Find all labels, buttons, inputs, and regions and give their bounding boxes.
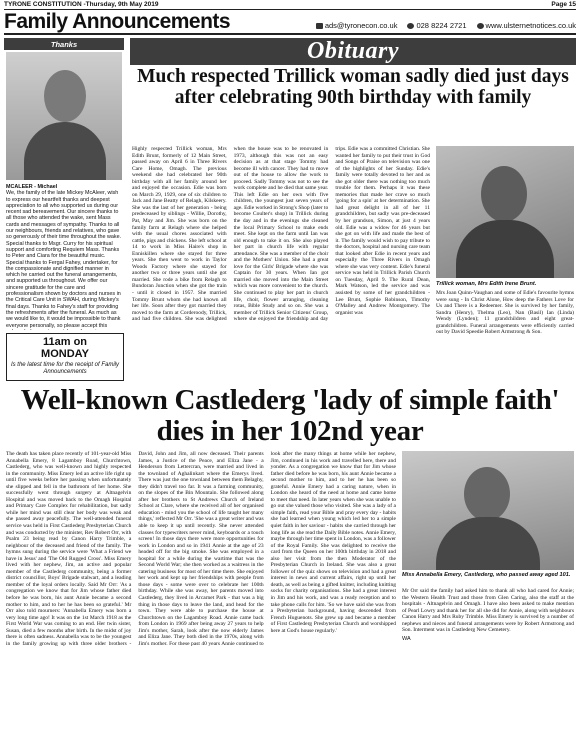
deadline-note: Is the latest time for the receipt of Family Announcements [10,362,120,375]
obituary2-body: The death has taken place recently of 101-year-old Miss Annabella Emery, 8 Lagamboy Road, Churchtown, Castlederg, who was well-known and highly respected in the community. Miss Emery led an active life right up until five weeks before her passing when unfortunately she slipped and fell in the bathroom of her home. She successfully went through surgery at Altnagelvin Hospital and was moved back to the Omagh Hospital and Primary Care Complex for rehabilitation, but sadly while her mind was still clear her body was weak and she passed away peacefully. The well-attended funeral service was held in First Castlederg Presbyterian Church and was conducted by the minister, Rev Robert Orr, with Psalm 23 being read by Canon Harry Trimble, a neighbour of the deceased and friend of the family. The hymns sung during the service were 'What a Friend we have in Jesus' and 'The Old Rugged Cross'. Miss Emery lived with her nephew, Jim, an active and popular member of the Castlederg community, being a former district councillor, Boys' Brigade stalwart, and a leading member of the loyal orders locally. Said Mr Orr: 'As a congregation we know that for Jim whose father died before he was born, his aunt Annie became a second mother to him, and to her he has been so grateful.' Mr Orr also told mourners: 'Annabella Emery was born a very long time ago! It was on the 1st March 1918 as the First World War was coming to an end. Her twin sister, Susan, died a few months after birth. In the midst of joy there is often sadness. Annabella was to be the youngest in the family growing up with three older brothers - David, John and Jim, all now deceased. Their parents James, a Justice of the Peace, and Eliza Jane - a Henderson from Lettercran, were married and lived in the townland of Aghalinkart where the Emerys lived. There was just the one townland between them Belaghy, they didn't travel too far. It was a farming community, on the slopes of the Bin Mountain. She followed along after her brothers to St Andrews Church of Ireland School at Clare, where she received all of her organised education - mind you the school of life taught her many things,' reflected Mr Orr. 'She was a great writer and was able to keep it up until recently. She never attended classes for typewriters never mind, keyboards or a touch screen! In those days there were more opportunities for work in London and so in 1941 Annie at the age of 23 headed off for the big smoke. She was employed in a hospital for a while during the wartime that was the Second World War; she then worked as a waitress in the catering business for most of her time there. She enjoyed her work and kept up her friendships with people from those days - some were over to celebrate her 100th birthday. While she was away, her parents moved into Castlederg, they lived in Arcarnet Park - that was a big thing in those days to leave the land, and head for the town. They were able to purchase the house at Churchtown on the Lagamboy Road. Annie came back from London in 1969 after being away 27 years to help Jim's mother, Sarah, look after the now elderly James and Eliza Jane. They both died in the 1970s, along with Jim's mother. For these past 40 years Annie continued to look after the many things at home while her nephew, Jim, continued in his work and travelled here, there and yonder. As a congregation we know that for Jim whose father died before he was born, his aunt Annie became a second mother to him, and to her he has been so grateful. Annie Emery had a caring nature, when in London she heard of the need at home and came home to meet that need. In later years when she was unable to go out she valued those who visited. She was a lady of a simple faith, read your Bible and pray every day - habits she had learned when young which led her to a simple quiet faith in her saviour - habits she carried through her long life as she read the Daily Bible notes. Annie Emery, maybe through her time spent in London, was a follower of the Royal Family. She was delighted to receive the card from the Queen on her 100th birthday in 2018 and also her visit from the then Moderator of the Presbyterian Church in Ireland. She was also a great follower of the quiz shows on television and had a great interest in news and current affairs, right up until her death, as well as being a gifted knitter, including knitting socks for charity organisations. She had a great interest in Jim and his work, and was a ready reception and to take phone calls for him. 'So we have said she was from a Presbyterian background, having descended from French Huguenots. She grew up and became a member of First Castlederg Presbyterian Church and worshipped here at God's house regularly.' [6,451,396,647]
obituary1-tail: Mrs Joan Quinn-Vaughan and some of Edie's favourite hymns were sung - In Christ Alone, How deep the Fathers Love for Us and There is a Redeemer. She is survived by her family, Sandra (Henry), Thelma (Leo), Nan (Basil) Ian (Linda) Wendy (Lynden); 11 grandchildren and eight great-grandchildren. Funeral arrangements were efficiently carried out by David Speedie Robert Armstrong & Son. [436,290,574,336]
phone-text: 028 8224 2721 [416,21,467,30]
obituary2-tail-text: Mr Orr said the family had asked him to thank all who had cared for Annie; the Western Health Trust and those from Glen Caring, also the staff at the hospitals - Altnagelvin and Omagh. I have also been asked to make mention of Pearl Lowry and thank her for all she did for Annie, along with neighbours Canon Harry and Mrs Ruby Trimble. Miss Emery is survived by a number of nephews and nieces and funeral arrangements were by Robert Armstrong and Son. Interment was in Castlederg New Cemetery. [402,588,574,634]
deadline-time: 11am on [42,336,88,348]
thanks-section-bar: Thanks [4,38,124,50]
obituary1-headline: Much respected Trillick woman sadly died just days after celebrating 90th birthday with family [137,66,569,108]
email-icon [316,23,323,29]
edith-brunt-photo [436,146,574,278]
phone-contact[interactable] [407,21,466,30]
website-contact[interactable] [477,21,576,30]
obituary2-tail [402,588,574,733]
deadline-day: MONDAY [41,348,89,360]
obituary1-body: Highly respected Trillick woman, Mrs Edith Brunt, formerly of 12 Main Street, passed away on April 6 in Three Rivers Care Home, Omagh. The previous weekend she had celebrated her 90th birthday with all her family around her and enjoyed the occasion. Edie was born on March 29, 1929, one of six children to Jack and Jane Beatty of Relagh, Kilskeery. She was the last of her generation - being predeceased by siblings - Willie, Dorothy, Pat, May and Jim. She was born on the family farm at Relagh where she helped with the usual chores associated with cattle, pigs and chickens. She left school at 14 to work in Miss Haire's shop in Enniskillen where she stayed for three years. She then went to work in Taylor Woods Factory where she stayed for another two or three years until she got married. She rode a bike from Relagh to Bundoran Junction when she got the train - until it closed in 1957. She married Tommy Brunt whom she had known all her life. Soon after they got married they moved to the farm at Corderoody, Trillick, and had five children. She was delighted when the house was to be renovated in 1973, although this was not an easy decision as at that stage Tommy had become ill with cancer. They had to move out of the house to allow the work to proceed. Sadly Tommy was not to see the work complete and he died that same year. This left Edie on her own with five children, the youngest just seven years of age. Edie worked in Strong's Shop (later to become Coulter's shop) in Trillick during the day and in the evenings she cleaned the local Primary School to make ends meet. She kept on the farm until Ian was old enough to take it on. She also played her part in church life with regular attendance. She was a member of the choir and the Mothers' Union. She had a great love for the Girls' Brigade where she was Captain for 30 years. When Ian got married she moved into the Main Street which was more convenient to the church. She continued to play her part in church life, choir, flower arranging, cleaning rotas, Bible Study and so on. She was a member of Trillick Senior Citizens' Group, where she enjoyed the friendship and day trips. Edie was a committed Christian. She wanted her family to put their trust in God and Songs of Praise on television was one of the highlights of her Sunday. Edie's family were totally devoted to her and as she got older there was nothing too much trouble for them. Perhaps it was these memories that made her crave so much 'going for a spin' at her determination. She had great delight in all of her 11 grandchildren, but sadly was pre-deceased by her grandson, Simon, at just 4 years old. Edie was a widow for 46 years but she got on with life and made the best of it. The family would wish to pay tribute to the doctors, hospital and nursing care team that looked after Edie in recent years and especially the Three Rivers in Omagh where she was very content. Edie's funeral service was held in Trillick Parish Church on Tuesday, April 9. The Rural Dean, Mark Watson, led the service and was assisted by some of her grandchildren - Lee Brunt, Sophie Robinson, Timothy O'Malley and Andrew Montgomery. The organist was [132,146,430,323]
thanks-notice-body: We, the family of the late Mickey McAleer, wish to express our heartfelt thanks and deepest appreciation to all who supported us during our recent sad bereavement. Our sincere thanks to all those who attended the wake, sent Mass cards and messages of sympathy. Thanks to all our neighbours, friends and relatives, who gave so generously of their time throughout the wake. Special thanks to Msgr. Curry for his spiritual support and comforting Requiem Mass. Thanks to Peter and Ciara for the beautiful music. Special thanks to Fergal Fahey, undertaker, for the compassionate and dignified manner in which he carried out the funeral arrangements, and supported us throughout. We offer our sincere gratitude for the care and professionalism shown by doctors and nurses in the Critical Care Unit in SWAH, during Mickey's final days. Thanks to Fahey's staff for providing the refreshments after the funeral. As much as we would like to, it would be impossible to thank everyone personally, so please accept this [6,190,122,329]
globe-icon [477,23,484,29]
deadline-box [6,333,124,381]
phone-icon [407,23,414,29]
contact-strip [316,21,576,33]
mcaleer-portrait-photo [6,52,122,180]
website-text: www.ulsternetnotices.co.uk [485,21,576,30]
obituary1-caption: Trillick woman, Mrs Edith Irene Brunt. [436,281,537,287]
obituary-banner [130,38,576,65]
email-contact[interactable] [316,21,398,30]
obituary-banner-label: Obituary [306,38,399,64]
section-header [4,11,576,35]
obituary2-signature: WA [402,635,411,642]
annabella-emery-photo [402,451,574,570]
thanks-notice [6,184,124,330]
masthead [4,0,576,10]
obituary2-caption: Miss Annabella Emery, Castlederg, who passed away aged 101. [402,572,571,578]
masthead-publication: TYRONE CONSTITUTION -Thursday, 9th May 2019 [4,1,159,8]
thanks-notice-name: MCALEER - Michael [6,184,58,190]
masthead-page-number: Page 15 [551,1,576,8]
section-title: Family Announcements [4,10,231,33]
obituary2-headline: Well-known Castlederg 'lady of simple faith' dies in her 102nd year [20,384,560,447]
email-text: ads@tyronecon.co.uk [324,21,398,30]
